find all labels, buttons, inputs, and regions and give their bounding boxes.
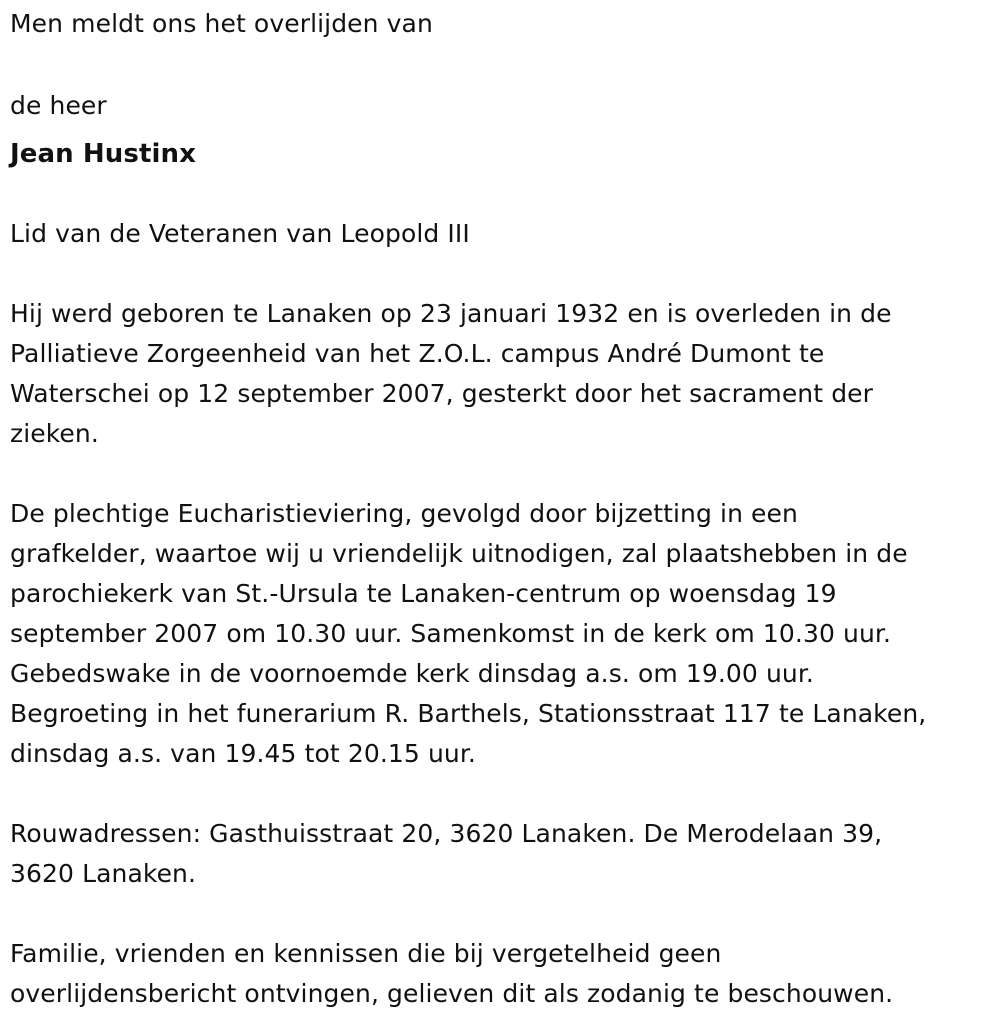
salutation-text: de heer [10, 91, 107, 120]
paragraph-line: parochiekerk van St.-Ursula te Lanaken-centrum op woensdag 19 [10, 579, 837, 608]
obituary-document [10, 4, 985, 1014]
paragraph-line: grafkelder, waartoe wij u vriendelijk uitnodigen, zal plaatshebben in de [10, 539, 908, 568]
paragraph-line: De plechtige Eucharistieviering, gevolgd door bijzetting in een [10, 499, 798, 528]
paragraph-line: Waterschei op 12 september 2007, gesterkt door het sacrament der [10, 379, 874, 408]
birth-death-paragraph [10, 294, 985, 454]
paragraph-line: Hij werd geboren te Lanaken op 23 januari 1932 en is overleden in de [10, 299, 892, 328]
paragraph-line: Begroeting in het funerarium R. Barthels, Stationsstraat 117 te Lanaken, [10, 699, 927, 728]
ceremony-paragraph [10, 494, 985, 774]
paragraph-line: september 2007 om 10.30 uur. Samenkomst in de kerk om 10.30 uur. [10, 619, 892, 648]
paragraph-line: Palliatieve Zorgeenheid van het Z.O.L. campus André Dumont te [10, 339, 825, 368]
paragraph-line: Familie, vrienden en kennissen die bij vergetelheid geen [10, 939, 722, 968]
addresses-paragraph [10, 814, 985, 894]
intro-text: Men meldt ons het overlijden van [10, 9, 433, 38]
paragraph-line: 3620 Lanaken. [10, 859, 197, 888]
paragraph-line: zieken. [10, 419, 99, 448]
membership-text: Lid van de Veteranen van Leopold III [10, 219, 470, 248]
paragraph-line: Rouwadressen: Gasthuisstraat 20, 3620 Lanaken. De Merodelaan 39, [10, 819, 883, 848]
paragraph-line: Gebedswake in de voornoemde kerk dinsdag a.s. om 19.00 uur. [10, 659, 814, 688]
closing-paragraph [10, 934, 985, 1014]
paragraph-line: overlijdensbericht ontvingen, gelieven dit als zodanig te beschouwen. [10, 979, 894, 1008]
deceased-name: Jean Hustinx [10, 139, 196, 169]
paragraph-line: dinsdag a.s. van 19.45 tot 20.15 uur. [10, 739, 476, 768]
